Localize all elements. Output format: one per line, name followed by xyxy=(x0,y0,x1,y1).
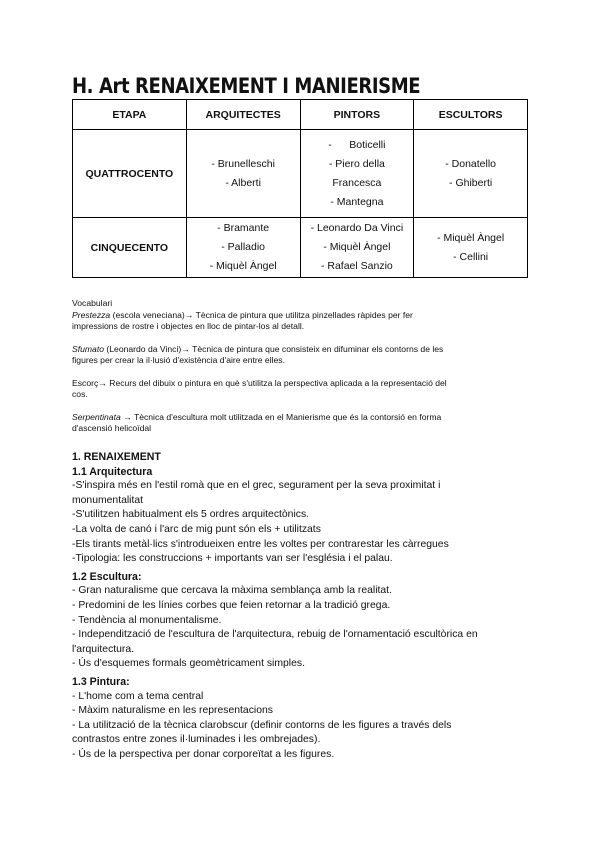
text-line: - Predomini de les línies corbes que feien retornar a la tradició grega. xyxy=(72,599,391,611)
vocab-term: Prestezza xyxy=(72,309,111,320)
vocab-definition: (escola veneciana)→ Tècnica de pintura que utilitza pinzellades ràpides per fer xyxy=(110,309,413,320)
sculptor-name: - Miquèl Àngel xyxy=(437,231,505,244)
sculptor-name: - Cellini xyxy=(453,250,489,263)
vocab-definition: Escorç→ Recurs del dibuix o pintura en què s'utilitza la perspectiva aplicada a la representació del xyxy=(72,377,447,388)
vocabulary-section xyxy=(72,298,532,435)
vocab-definition-cont: cos. xyxy=(72,389,88,399)
vocab-entry xyxy=(72,344,532,356)
vocabulary-heading: Vocabulari xyxy=(72,298,113,308)
text-line: l'arquitectura. xyxy=(72,643,135,655)
text-line: monumentalitat xyxy=(72,494,144,506)
header-etapa: ETAPA xyxy=(73,100,187,130)
header-escultors: ESCULTORS xyxy=(414,100,528,130)
text-line: - L'home com a tema central xyxy=(72,690,204,702)
vocab-definition-cont: figures per crear la il·lusió d'existència d'aire entre elles. xyxy=(72,355,285,365)
vocab-entry xyxy=(72,412,532,424)
vocab-definition: → Tècnica d'escultura molt utilitzada en el Manierisme que és la contorsió en forma xyxy=(120,411,442,422)
stage-cinquecento: CINQUECENTO xyxy=(73,218,187,278)
vocab-definition: (Leonardo da Vinci)→ Tècnica de pintura que consisteix en difuminar els contorns de les xyxy=(104,343,444,354)
text-line: -S'utilitzen habitualment els 5 ordres arquitectònics. xyxy=(72,509,310,521)
architect-name: - Miquèl Àngel xyxy=(209,260,277,272)
text-line: - Màxim naturalisme en les representacions xyxy=(72,705,273,717)
architect-name: - Palladio xyxy=(221,241,266,253)
sculptors-cell xyxy=(414,130,528,218)
header-pintors: PINTORS xyxy=(300,100,414,130)
text-line: -Els tirants metàl·lics s'introdueixen entre les voltes per contrarestar les càrregues xyxy=(72,538,449,550)
page-title: H. Art RENAIXEMENT I MANIERISME xyxy=(72,74,421,98)
painter-name: - Miquèl Àngel xyxy=(323,241,391,253)
stages-table xyxy=(72,99,528,278)
subsection-heading: 1.2 Escultura: xyxy=(72,570,142,583)
text-line: - La utilització de la tècnica clarobscur (definir contorns de les figures a través dels xyxy=(72,719,452,731)
section-heading: 1. RENAIXEMENT xyxy=(72,451,161,463)
vocab-definition-cont: d'ascensió helicoïdal xyxy=(72,423,152,433)
vocab-definition-cont: impressions de rostre i objectes en lloc de pintar-los al detall. xyxy=(72,321,305,331)
table-header-row xyxy=(73,100,528,130)
painters-cell xyxy=(300,130,414,218)
painter-name: - Leonardo Da Vinci xyxy=(310,222,404,234)
painter-name: - Rafael Sanzio xyxy=(320,260,393,272)
text-line: - Ús d'esquemes formals geomètricament simples. xyxy=(72,658,305,670)
sculptor-name: - Ghiberti xyxy=(449,176,493,189)
text-line: -La volta de canó i l'arc de mig punt són els + utilitzats xyxy=(72,523,321,535)
vocab-entry xyxy=(72,310,532,322)
text-line: - Tendència al monumentalisme. xyxy=(72,614,222,626)
architects-cell xyxy=(186,130,300,218)
architects-cell xyxy=(186,218,300,278)
text-line: -Tipologia: les construccions + importants van ser l'església i el palau. xyxy=(72,553,393,565)
architect-name: - Alberti xyxy=(225,176,261,189)
text-line: - Independització de l'escultura de l'arquitectura, rebuig de l'ornamentació escultòrica en xyxy=(72,629,478,641)
painters-cell xyxy=(300,218,414,278)
architect-name: - Brunelleschi xyxy=(211,157,275,170)
subsection-heading: 1.3 Pintura: xyxy=(72,675,130,688)
table-row xyxy=(73,130,528,218)
text-line: - Ús de la perspectiva per donar corporeïtat a les figures. xyxy=(72,748,335,760)
vocab-entry xyxy=(72,378,532,390)
sculptor-name: - Donatello xyxy=(445,157,497,170)
painter-name: - Piero della xyxy=(328,157,385,170)
table-row xyxy=(73,218,528,278)
header-arquitectes: ARQUITECTES xyxy=(186,100,300,130)
vocab-term: Serpentinata xyxy=(72,411,121,422)
painter-name: Francesca xyxy=(332,176,382,189)
main-content xyxy=(72,450,532,762)
vocab-term: Sfumato xyxy=(72,343,105,354)
sculptors-cell xyxy=(414,218,528,278)
stage-quattrocento: QUATTROCENTO xyxy=(73,130,187,218)
text-line: contrastos entre zones il·luminades i les ombrejades). xyxy=(72,734,321,746)
architect-name: - Bramante xyxy=(217,222,270,234)
painter-name: - Boticelli xyxy=(328,138,386,151)
text-line: -S'inspira més en l'estil romà que en el grec, segurament per la seva proximitat i xyxy=(72,480,441,492)
text-line: - Gran naturalisme que cercava la màxima semblança amb la realitat. xyxy=(72,585,392,597)
painter-name: - Mantegna xyxy=(330,195,384,208)
subsection-heading: 1.1 Arquitectura xyxy=(72,465,153,478)
